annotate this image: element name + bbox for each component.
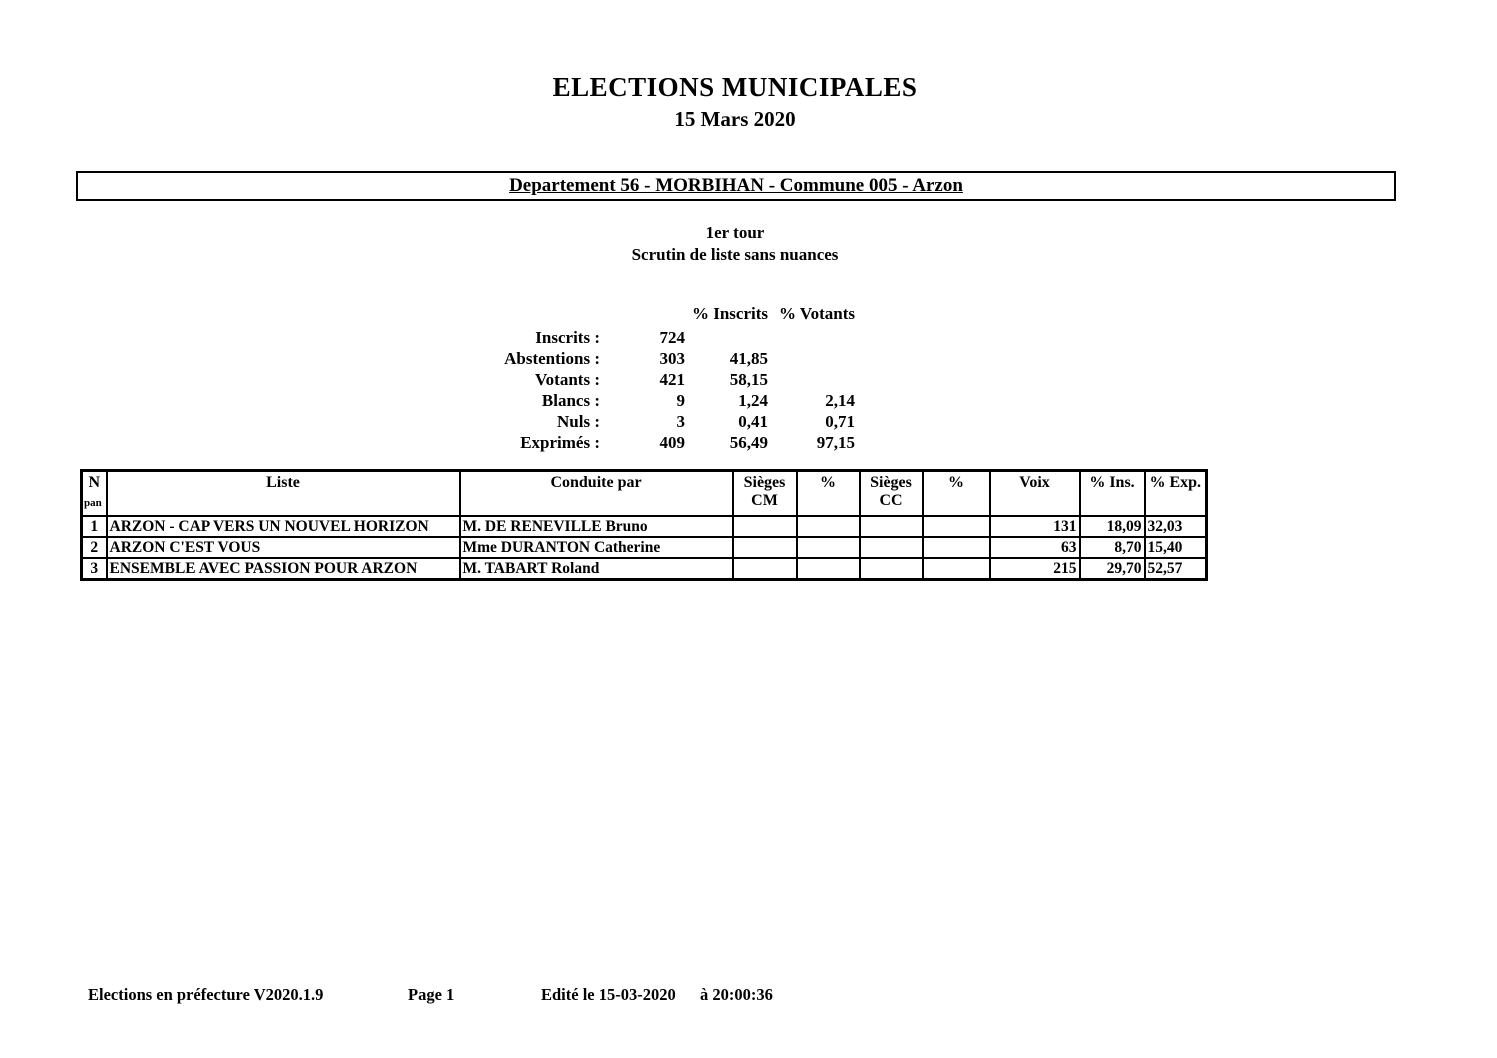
stats-header-row bbox=[0, 303, 855, 324]
stats-label: Votants : bbox=[534, 370, 600, 389]
cell-pct-exp: 15,40 bbox=[1145, 537, 1207, 558]
stats-label: Nuls : bbox=[557, 412, 600, 431]
stats-pct-inscrits: 0,41 bbox=[738, 412, 768, 431]
department-banner-text: Departement 56 - MORBIHAN - Commune 005 - Arzon bbox=[509, 175, 963, 196]
stats-label: Inscrits : bbox=[535, 328, 600, 347]
stats-value: 421 bbox=[659, 370, 685, 389]
header-sieges-cm-line1: Sièges bbox=[743, 474, 786, 491]
cell-pct-cc bbox=[923, 537, 990, 558]
cell-sieges-cc bbox=[860, 516, 923, 537]
stats-row-inscrits bbox=[0, 327, 855, 348]
stats-pct-votants bbox=[768, 348, 855, 369]
stats-pct-votants: 97,15 bbox=[816, 433, 855, 452]
stats-pct-votants bbox=[768, 369, 855, 390]
cell-conduite: Mme DURANTON Catherine bbox=[460, 537, 733, 558]
cell-sieges-cm bbox=[733, 516, 797, 537]
stats-pct-inscrits: 41,85 bbox=[729, 349, 768, 368]
round-subtitle bbox=[0, 222, 1470, 266]
stats-pct-inscrits: 1,24 bbox=[738, 391, 768, 410]
cell-sieges-cc bbox=[860, 537, 923, 558]
stats-row-abstentions bbox=[0, 348, 855, 369]
stats-value: 724 bbox=[659, 328, 685, 347]
stats-row-blancs bbox=[0, 390, 855, 411]
table-row bbox=[82, 558, 1207, 580]
cell-pct-cm bbox=[797, 537, 860, 558]
header-sieges-cc-line1: Sièges bbox=[870, 474, 912, 491]
header-pct-cm: % bbox=[797, 471, 860, 517]
cell-pct-ins: 18,09 bbox=[1080, 516, 1145, 537]
cell-pct-ins: 8,70 bbox=[1080, 537, 1145, 558]
header-sieges-cc bbox=[860, 471, 923, 517]
stats-header-spacer bbox=[0, 303, 685, 324]
cell-pct-cm bbox=[797, 558, 860, 580]
stats-pct-votants bbox=[768, 327, 855, 348]
cell-num: 1 bbox=[82, 516, 107, 537]
cell-pct-cc bbox=[923, 516, 990, 537]
stats-pct-inscrits bbox=[685, 327, 768, 348]
cell-sieges-cm bbox=[733, 558, 797, 580]
stats-pct-inscrits: 56,49 bbox=[729, 433, 768, 452]
header-num-line1: N bbox=[88, 474, 101, 491]
stats-pct-votants: 2,14 bbox=[825, 391, 855, 410]
header-sieges-cm bbox=[733, 471, 797, 517]
stats-header-pct-votants: % Votants bbox=[778, 304, 855, 323]
header-liste: Liste bbox=[107, 471, 460, 517]
cell-num: 3 bbox=[82, 558, 107, 580]
cell-liste: ARZON - CAP VERS UN NOUVEL HORIZON bbox=[107, 516, 460, 537]
header-pct-exp: % Exp. bbox=[1145, 471, 1207, 517]
cell-conduite: M. DE RENEVILLE Bruno bbox=[460, 516, 733, 537]
footer-page-number: Page 1 bbox=[408, 985, 455, 1004]
stats-header-pct-inscrits: % Inscrits bbox=[691, 304, 768, 323]
table-row bbox=[82, 516, 1207, 537]
stats-value: 409 bbox=[659, 433, 685, 452]
cell-conduite: M. TABART Roland bbox=[460, 558, 733, 580]
cell-pct-ins: 29,70 bbox=[1080, 558, 1145, 580]
cell-pct-cc bbox=[923, 558, 990, 580]
stats-label: Blancs : bbox=[541, 391, 600, 410]
stats-row-votants bbox=[0, 369, 855, 390]
stats-value: 303 bbox=[659, 349, 685, 368]
cell-voix: 131 bbox=[990, 516, 1080, 537]
header-num-line2: pan bbox=[84, 497, 102, 509]
header-num-panneau bbox=[82, 471, 107, 517]
cell-num: 2 bbox=[82, 537, 107, 558]
footer-edited-time: à 20:00:36 bbox=[700, 985, 773, 1004]
subtitle-round: 1er tour bbox=[705, 223, 765, 242]
footer-edited-date: Edité le 15-03-2020 bbox=[541, 985, 676, 1004]
title-elections: ELECTIONS MUNICIPALES bbox=[552, 72, 918, 102]
table-row bbox=[82, 537, 1207, 558]
cell-pct-exp: 32,03 bbox=[1145, 516, 1207, 537]
subtitle-scrutin: Scrutin de liste sans nuances bbox=[631, 245, 839, 264]
results-table bbox=[80, 469, 1208, 581]
header-voix: Voix bbox=[990, 471, 1080, 517]
cell-sieges-cm bbox=[733, 537, 797, 558]
cell-voix: 215 bbox=[990, 558, 1080, 580]
stats-value: 9 bbox=[676, 391, 685, 410]
stats-label: Abstentions : bbox=[504, 349, 600, 368]
header-sieges-cc-line2: CC bbox=[879, 492, 903, 509]
cell-pct-cm bbox=[797, 516, 860, 537]
document-title bbox=[0, 72, 1470, 132]
stats-label: Exprimés : bbox=[520, 433, 600, 452]
cell-pct-exp: 52,57 bbox=[1145, 558, 1207, 580]
stats-row-nuls bbox=[0, 411, 855, 432]
cell-sieges-cc bbox=[860, 558, 923, 580]
header-conduite-par: Conduite par bbox=[460, 471, 733, 517]
stats-value: 3 bbox=[676, 412, 685, 431]
department-banner bbox=[76, 171, 1396, 201]
header-sieges-cm-line2: CM bbox=[751, 492, 778, 509]
results-header-row bbox=[82, 471, 1207, 517]
cell-voix: 63 bbox=[990, 537, 1080, 558]
stats-pct-votants: 0,71 bbox=[825, 412, 855, 431]
cell-liste: ARZON C'EST VOUS bbox=[107, 537, 460, 558]
stats-pct-inscrits: 58,15 bbox=[729, 370, 768, 389]
turnout-stats bbox=[0, 303, 855, 453]
footer-app-version: Elections en préfecture V2020.1.9 bbox=[88, 985, 324, 1004]
cell-liste: ENSEMBLE AVEC PASSION POUR ARZON bbox=[107, 558, 460, 580]
header-pct-cc: % bbox=[923, 471, 990, 517]
title-date: 15 Mars 2020 bbox=[674, 107, 796, 131]
header-pct-ins: % Ins. bbox=[1080, 471, 1145, 517]
stats-row-exprimes bbox=[0, 432, 855, 453]
